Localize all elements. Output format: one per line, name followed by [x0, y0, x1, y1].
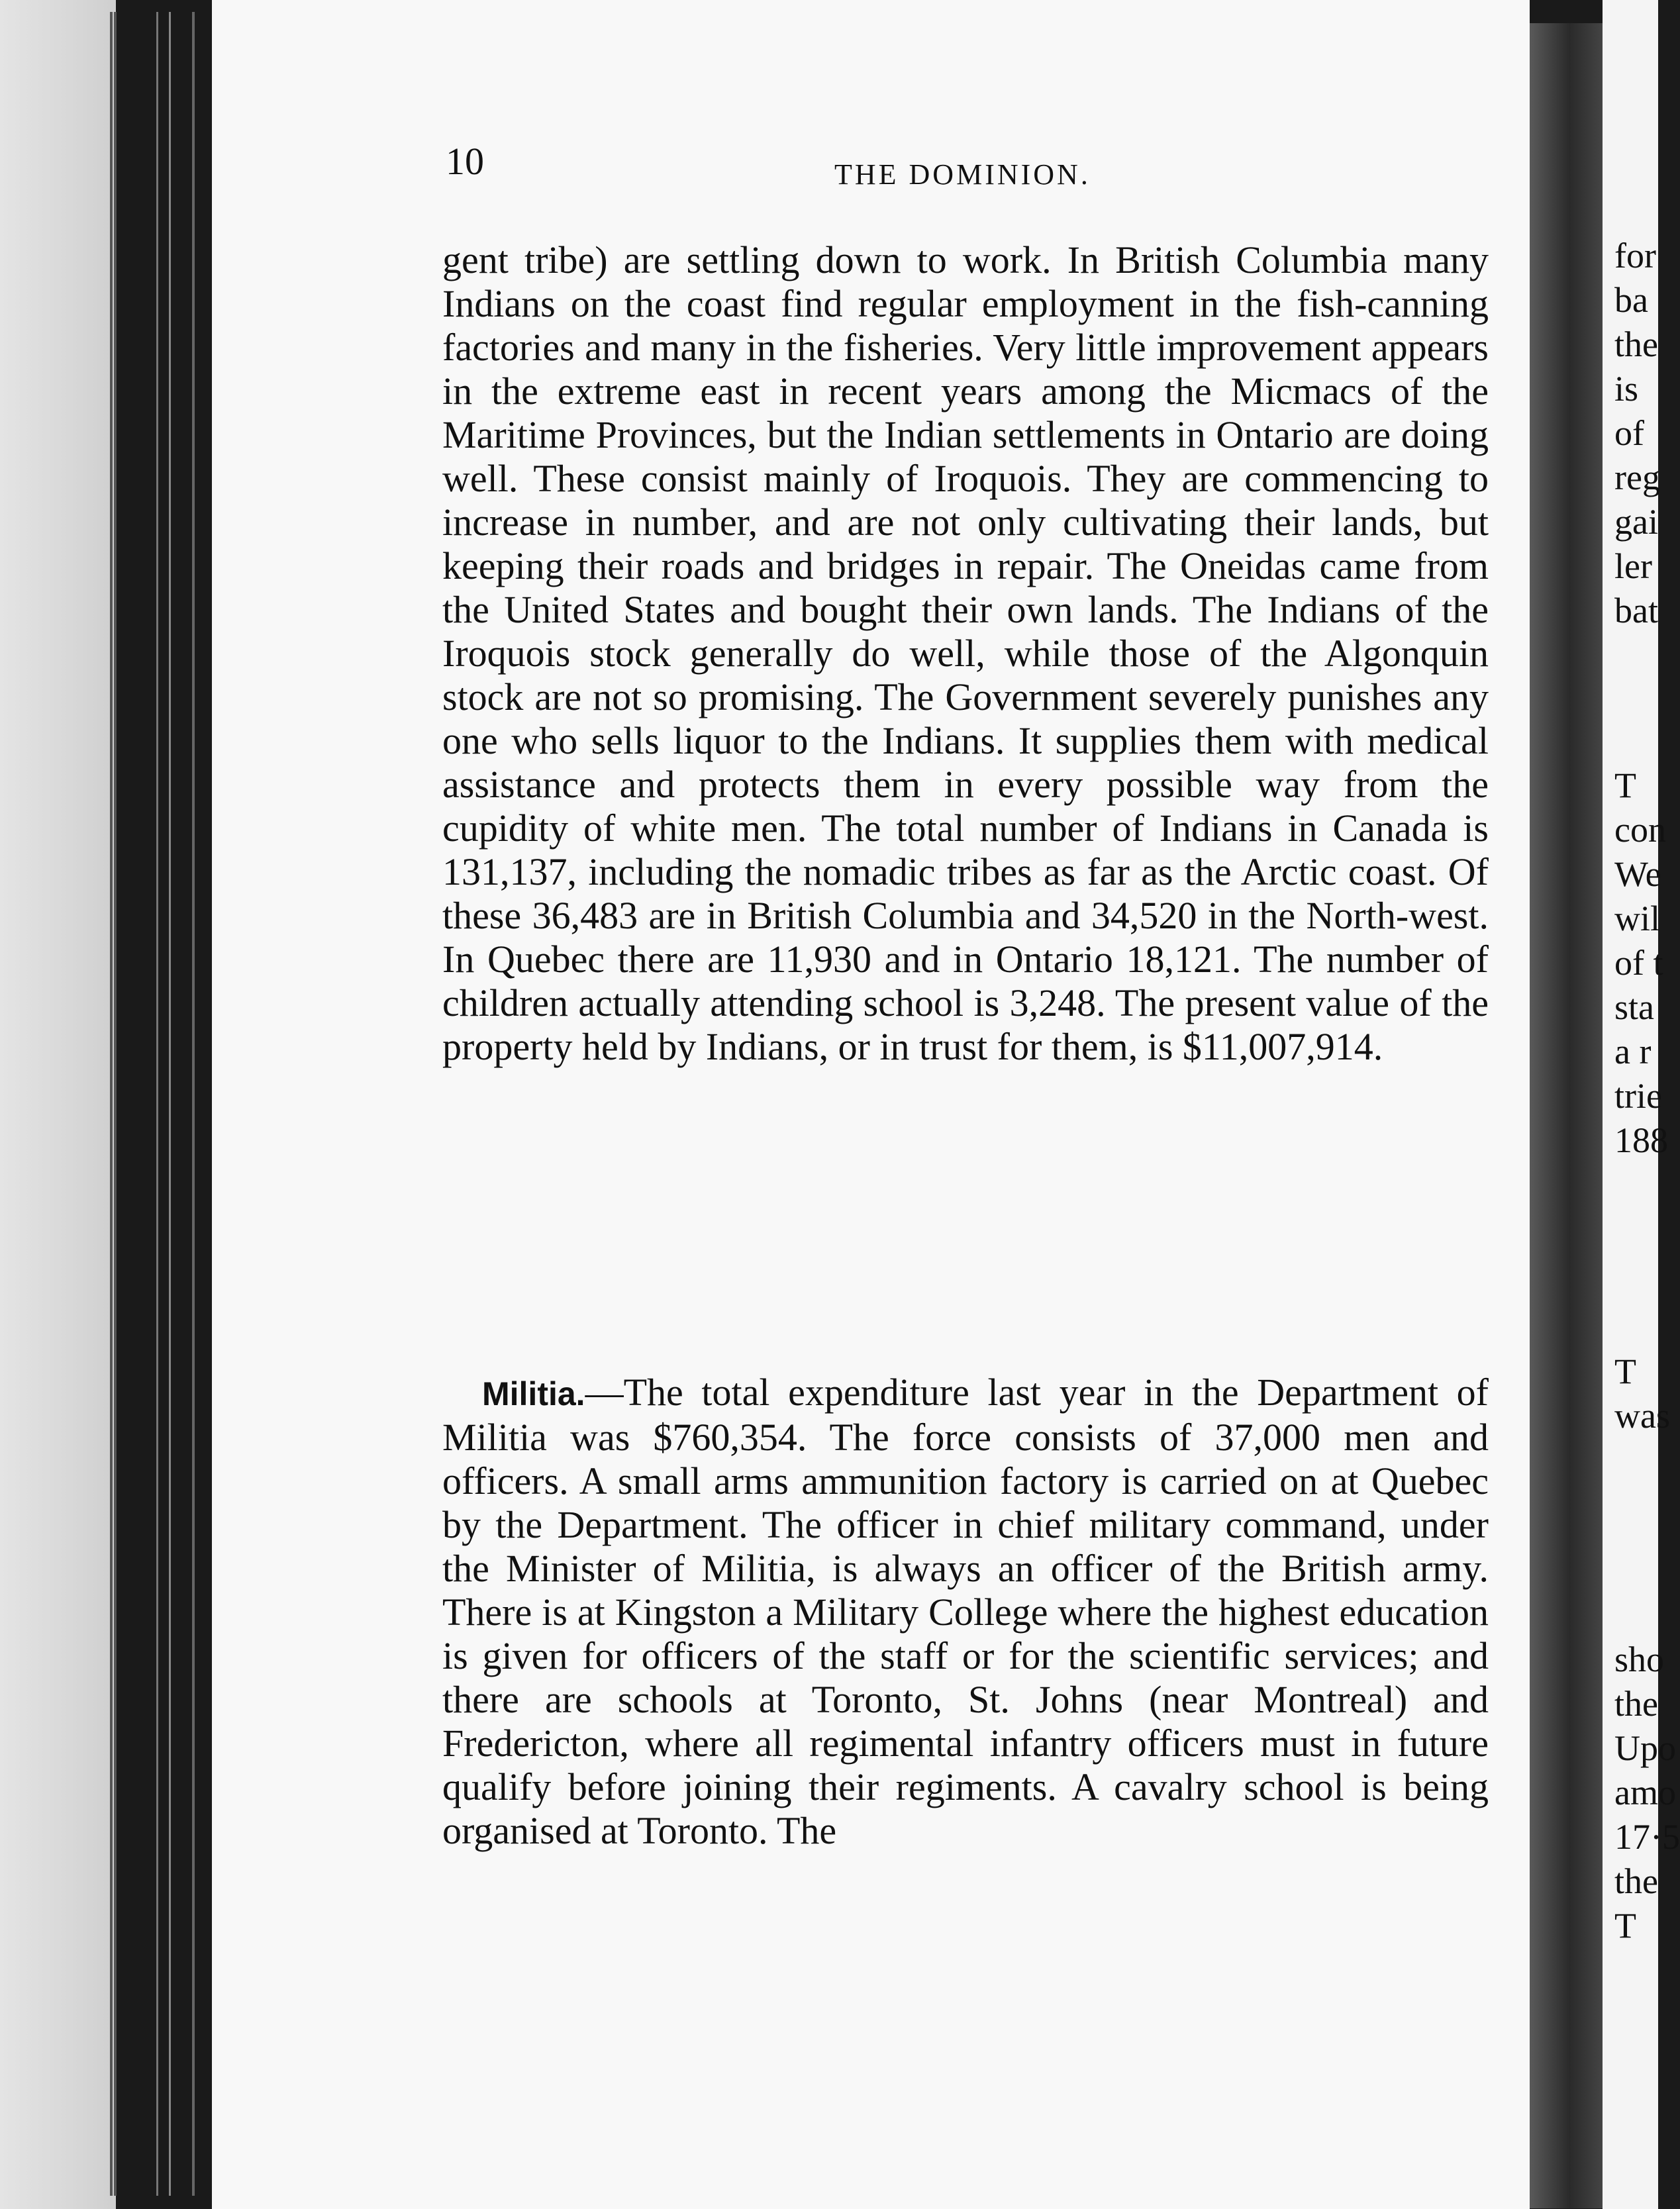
facing-fragment: trie: [1614, 1076, 1662, 1116]
page-edge-line: [192, 12, 195, 2196]
facing-fragment: is: [1614, 369, 1639, 409]
facing-fragment: T: [1614, 1351, 1636, 1391]
running-head: THE DOMINION.: [834, 158, 1091, 191]
facing-fragment: amo: [1614, 1773, 1676, 1812]
section-heading-militia: Militia.: [482, 1375, 585, 1412]
facing-fragment: wil: [1614, 899, 1661, 938]
facing-fragment: of: [1614, 413, 1644, 453]
page-edge-line: [114, 12, 117, 2196]
page-edge-line: [169, 12, 171, 2196]
facing-fragment: T: [1614, 1906, 1636, 1945]
page-number: 10: [446, 140, 484, 183]
facing-fragment: the: [1614, 1861, 1658, 1901]
facing-fragment: We: [1614, 854, 1661, 894]
book-gutter: [1530, 23, 1603, 2208]
facing-fragment: Upo: [1614, 1728, 1676, 1768]
facing-fragment: 17·5: [1614, 1817, 1680, 1857]
paragraph-indians: gent tribe) are settling down to work. In British Columbia many Indians on the coast find regular employment in the fish-canning factories and many in the fisheries. Very little improvement appears in the extreme east in recent years among the Micmacs of the Maritime Provinces, but the Indian settlements in Ontario are doing well. These consist mainly of Iroquois. They are commencing to increase in number, and are not only cultivating their lands, but keeping their roads and bridges in repair. The Oneidas came from the United States and bought their own lands. The Indians of the Iroquois stock generally do well, while those of the Algonquin stock are not so promising. The Government severely punishes any one who sells liquor to the Indians. It supplies them with medical assistance and protects them in every possible way from the cupidity of white men. The total number of Indians in Canada is 131,137, including the nomadic tribes as far as the Arctic coast. Of these 36,483 are in British Columbia and 34,520 in the North-west. In Quebec there are 11,930 and in Ontario 18,121. The number of children actually attending school is 3,248. The present value of the property held by Indians, or in trust for them, is $11,007,914.: [442, 238, 1489, 1068]
facing-fragment: of t: [1614, 943, 1663, 983]
facing-fragment: 188: [1614, 1120, 1668, 1160]
facing-fragment: ler: [1614, 546, 1652, 586]
facing-fragment: the: [1614, 324, 1658, 364]
facing-fragment: reg: [1614, 458, 1660, 497]
page-edge-strip: [0, 0, 116, 2209]
page-edge-line: [110, 12, 113, 2196]
facing-fragment: for: [1614, 236, 1656, 275]
facing-fragment: bat: [1614, 591, 1658, 630]
paragraph-militia: [442, 1371, 1489, 1853]
facing-fragment: gai: [1614, 502, 1658, 542]
facing-fragment: sta: [1614, 987, 1654, 1027]
paragraph-militia-text: —The total expenditure last year in the Department of Militia was $760,354. The force consists of 37,000 men and officers. A small arms ammunition factory is carried on at Quebec by the Department. The officer in chief military command, under the Minister of Militia, is always an officer of the British army. There is at Kingston a Military College where the highest education is given for officers of the staff or for the scientific services; and there are schools at Toronto, St. Johns (near Montreal) and Fredericton, where all regimental infantry officers must in future qualify before joining their regiments. A cavalry school is being organised at Toronto. The: [442, 1371, 1489, 1852]
facing-fragment: sho: [1614, 1640, 1665, 1679]
facing-fragment: con: [1614, 810, 1666, 850]
facing-fragment: was: [1614, 1396, 1670, 1436]
facing-page: [1603, 0, 1680, 2209]
facing-fragment: ba: [1614, 280, 1648, 320]
page-edge-line: [156, 12, 158, 2196]
facing-fragment: T: [1614, 765, 1636, 805]
facing-fragment: a r: [1614, 1032, 1652, 1071]
facing-fragment: the: [1614, 1684, 1658, 1724]
